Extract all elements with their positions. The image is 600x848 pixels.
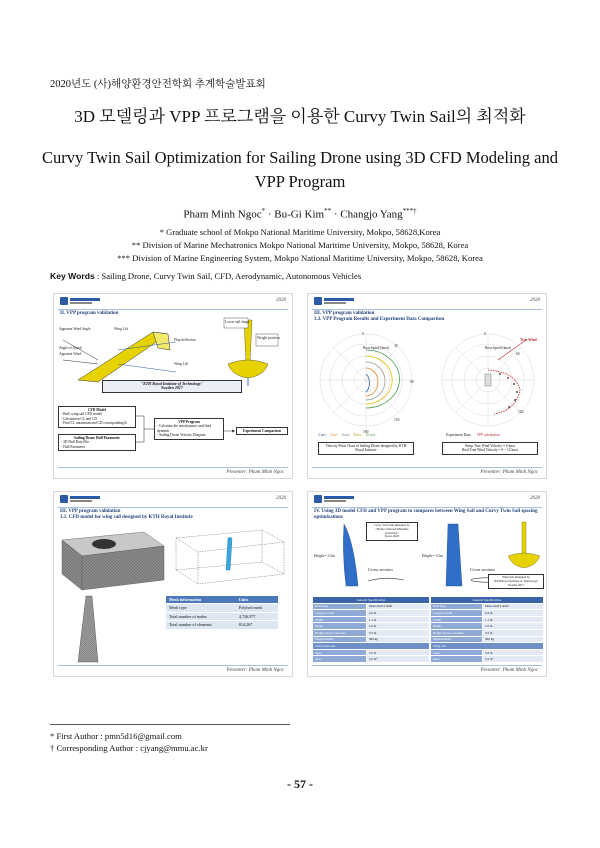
- wing-sail-caption: [488, 574, 544, 589]
- university-logo: [60, 495, 102, 503]
- arrow-right-icon: [224, 428, 236, 434]
- legend-8ms: 8 m/s: [353, 433, 362, 437]
- table-row: [431, 649, 544, 656]
- table-row: [431, 623, 544, 630]
- spec-key: Area: [313, 656, 367, 663]
- keywords: [50, 271, 361, 281]
- table-row: [431, 656, 544, 663]
- table-row: [431, 610, 544, 617]
- polar-chart-right: [438, 330, 538, 430]
- spec-key: Height above waterline: [313, 629, 367, 636]
- wing-sail-caption-2: "KTH Royal Institute of Technology": [493, 578, 539, 583]
- keywords-text: : Sailing Drone, Curvy Twin Sail, CFD, Aerodynamic, Autonomous Vehicles: [94, 271, 362, 281]
- slide-title: IV. Using 3D model CFD and VPP program to compares between Wing Sail and Curvy Twin Sail spacing optimizations: [314, 509, 538, 520]
- spec-key: Span: [313, 649, 367, 656]
- flow-connector: [136, 406, 154, 452]
- mesh-cell: Polyhed mesh: [236, 604, 278, 613]
- affiliation-1: * Graduate school of Mokpo National Maritime University, Mokpo, 58628,Korea: [159, 227, 441, 237]
- spec-key: Hull Type: [431, 603, 483, 610]
- cfd-model-line-1: - Built wing sail CFD model: [61, 412, 103, 417]
- spec-table-head: General Specification: [313, 597, 430, 604]
- legend-10ms: 10 m/s: [365, 433, 376, 437]
- mesh-cell: 4,726,977: [236, 612, 278, 621]
- table-row: [166, 612, 278, 621]
- wing-sail-caption-3: Sweden 2017: [507, 582, 525, 587]
- spec-key: Span: [431, 649, 483, 656]
- table-row: [166, 604, 278, 613]
- mesh-table-head-2: Units: [236, 596, 278, 604]
- kth-caption-line-2: Sweden 2017: [161, 385, 183, 391]
- spec-value: Mono hull 2 shaft: [482, 603, 543, 610]
- spec-value: 3.5 m: [366, 629, 429, 636]
- title-korean: 3D 모델링과 VPP 프로그램을 이용한 Curvy Twin Sail의 최적화: [74, 107, 526, 126]
- spec-value: 1.1 m: [482, 616, 543, 623]
- slide-year: 2020: [276, 298, 286, 303]
- polar-right-angle-0: 0: [484, 332, 486, 336]
- spec-key: Displacement: [313, 636, 367, 643]
- slide-presenter: Presenter: Pham Minh Ngoc: [480, 668, 538, 673]
- kth-caption: [102, 380, 242, 393]
- university-logo: [60, 297, 102, 305]
- slide-vpp-results: [307, 293, 547, 479]
- vpp-program-title: VPP Program: [178, 420, 200, 424]
- note-right-line-1: Setup True Wind Velocity = 6 knot: [464, 444, 516, 448]
- polar-right-boat-speed: Boat Speed (knot): [485, 346, 512, 350]
- sailing-drone-render: [214, 316, 284, 388]
- spec-value: 3.5 m: [366, 649, 429, 656]
- slide-presenter: Presenter: Pham Minh Ngoc: [226, 668, 284, 673]
- author-1: Pham Minh Ngoc: [183, 208, 262, 221]
- footnote-rule: [50, 724, 290, 725]
- cfd-model-line-3: - Find CL maximum and CD corresponding/k: [61, 421, 127, 426]
- table-row: [313, 649, 430, 656]
- hull-parameter-title: Sailing Drone Hull Parameter: [74, 436, 120, 440]
- spec-table-subhead: Wing sail: [431, 643, 544, 650]
- slide-presenter: Presenter: Pham Minh Ngoc: [226, 470, 284, 475]
- note-left-line-2: Royal Institute: [355, 448, 377, 453]
- slide-header: [308, 294, 546, 308]
- slide-subtitle: 3.3. VPP Program Results and Experiment Data Comparison: [314, 317, 445, 322]
- slide-cfd-model: [53, 491, 293, 677]
- vpp-program-line-1: - Calculate the aerodynamic and fluid dynamic: [157, 424, 212, 433]
- spec-value: 3.2 m²: [482, 656, 543, 663]
- slide-year: 2020: [530, 298, 540, 303]
- spec-key: Length overall: [431, 610, 483, 617]
- slide-vpp-validation: [53, 293, 293, 479]
- cross-section-left: Cross section: [368, 567, 393, 572]
- polar-left-angle-30: 30: [394, 344, 398, 348]
- slide-title: II. VPP program validation: [60, 311, 119, 316]
- slide-subtitle: 3.1. CFD model for wing sail designed by KTH Royal Institute: [60, 515, 193, 520]
- slide-year: 2020: [530, 496, 540, 501]
- author-list: [0, 207, 600, 221]
- table-row: [313, 603, 430, 610]
- note-right-line-2: Real True Wind Velocity = 8 ~ 12 knot: [462, 448, 518, 453]
- slide-header: [54, 492, 292, 506]
- mesh-info-table: [166, 596, 278, 629]
- mesh-cell: Total number of nodes: [166, 612, 236, 621]
- mesh-block-render: [58, 526, 168, 592]
- university-logo: [314, 495, 356, 503]
- table-row: [313, 636, 430, 643]
- wing-sail-caption-1: Wing Sail Designed by: [502, 575, 530, 579]
- note-left-line-1: Velocity Polar Chart of Sailing Drone designed by KTH: [325, 444, 407, 448]
- spec-key: Hull Type: [313, 603, 367, 610]
- cfd-domain-render: [170, 526, 290, 592]
- spec-value: 4.2 m: [366, 610, 429, 617]
- slide-header: [54, 294, 292, 308]
- curvy-twin-sail-shape: [338, 522, 368, 588]
- kth-caption-line-1: "KTH Royal Institute of Technology": [140, 381, 204, 386]
- legend-6ms: 6 m/s: [341, 433, 350, 437]
- polar-left-legend: [318, 433, 375, 437]
- spec-table-head: General Specification: [431, 597, 544, 604]
- curvy-sail-caption-1: Curvy Twin Sail Designed by: [374, 523, 410, 527]
- spec-value: 1.0 m: [366, 623, 429, 630]
- slide-title: [60, 509, 193, 521]
- sail-mesh-render: [68, 594, 108, 664]
- curvy-sail-caption: [366, 522, 418, 541]
- slide-year: 2020: [276, 496, 286, 501]
- spec-key: Depth: [313, 623, 367, 630]
- spec-key: Displacement: [431, 636, 483, 643]
- polar-chart-left: [316, 330, 416, 430]
- spec-table-subhead: Curvy twin sail: [313, 643, 430, 650]
- mesh-cell: Mesh type: [166, 604, 236, 613]
- label-wing-lift-1: Wing Lift: [114, 327, 129, 331]
- spec-value: 3.2 m²: [366, 656, 429, 663]
- conference-name: 2020년도 (사)해양환경안전학회 추계학술발표회: [50, 79, 266, 90]
- spec-table-wing: [430, 596, 544, 663]
- table-row: [166, 621, 278, 629]
- mesh-cell: 814,267: [236, 621, 278, 629]
- label-flap-deflection: Flap deflection: [174, 338, 196, 342]
- polar-left-angle-0: 0: [362, 332, 364, 336]
- mesh-cell: Total number of elements: [166, 621, 236, 629]
- label-angle-of-attack: Angle of Attack: [59, 346, 82, 350]
- spec-value: 1.1 m: [366, 616, 429, 623]
- legend-experiment: Experiment Data: [446, 433, 471, 437]
- hull-parameter-box: [58, 434, 136, 451]
- cfd-model-box: [58, 406, 136, 428]
- author-sep-1: ·: [265, 208, 275, 221]
- author-sep-2: ·: [331, 208, 341, 221]
- height-label-right: Height = 3.5m: [422, 554, 443, 558]
- cross-section-right: Cross section: [470, 567, 495, 572]
- height-label-left: Height = 3.5m: [314, 554, 335, 558]
- slide-sail-comparison: [307, 491, 547, 677]
- experiment-comparison-box: Experiment Comparison: [236, 427, 288, 435]
- spec-table-curvy: [312, 596, 430, 663]
- table-row: [313, 629, 430, 636]
- footnote-corresponding-author: † Corresponding Author : cjyang@mmu.ac.kr: [50, 743, 208, 753]
- spec-key: Area: [431, 656, 483, 663]
- hull-parameter-line-2: - Hull Parameter: [61, 444, 85, 449]
- footnote-first-author: * First Author : pmn5d16@gmail.com: [50, 731, 182, 741]
- page-number: - 57 -: [287, 777, 313, 791]
- polar-left-boat-speed: Boat Speed (knot): [363, 346, 390, 350]
- table-row: [313, 610, 430, 617]
- table-row: [313, 656, 430, 663]
- cfd-model-title: CFD Model: [87, 408, 107, 412]
- polar-right-legend: [446, 433, 500, 437]
- polar-left-angle-150: 150: [394, 418, 400, 422]
- slide-header: [308, 492, 546, 506]
- vpp-program-line-2: - Sailing Drone Velocity Diagram: [157, 433, 206, 438]
- spec-value: 3.5 m: [482, 649, 543, 656]
- spec-key: Depth: [431, 623, 483, 630]
- spec-key: Height above waterline: [431, 629, 483, 636]
- hull-parameter-line-1: - 3D Hull Data File: [61, 440, 89, 445]
- vpp-program-box: [154, 418, 224, 440]
- true-wind-label: True Wind: [520, 338, 537, 342]
- label-wing-lift-2: Wing Lift: [174, 362, 189, 366]
- spec-value: 1.0 m: [482, 623, 543, 630]
- label-lower-sail-shape: Lower sail shape: [225, 320, 250, 324]
- curvy-sail-caption-3: Korea 2020: [384, 534, 400, 539]
- spec-value: Mono hull 2 shaft: [366, 603, 429, 610]
- legend-vpp: VPP calculation: [476, 433, 500, 437]
- polar-left-angle-180: 180: [363, 430, 369, 434]
- drone-render: [504, 520, 544, 574]
- curvy-sail-caption-2: "Mokpo National Maritime University": [375, 526, 409, 535]
- label-weight-position: Weight position: [257, 336, 280, 340]
- table-row: [431, 603, 544, 610]
- table-row: [431, 629, 544, 636]
- keywords-label: Key Words: [50, 271, 95, 281]
- university-logo: [314, 297, 356, 305]
- slide-title: [314, 311, 444, 323]
- spec-value: 300 kg: [482, 636, 543, 643]
- author-2: Bu-Gi Kim: [274, 208, 325, 221]
- legend-4ms: 4 m/s: [329, 433, 338, 437]
- author-3-mark: ***†: [402, 207, 417, 215]
- affiliation-3: *** Division of Marine Engineering System, Mokpo National Maritime University, Mokpo, 58628, Korea: [117, 253, 483, 263]
- cfd-model-line-2: - Calculation CL and CD: [61, 416, 97, 421]
- spec-value: 4.2 m: [482, 610, 543, 617]
- note-right: [442, 442, 538, 455]
- legend-2ms: 2 m/s: [318, 433, 326, 437]
- label-apparent-wind: Apparent Wind: [59, 352, 82, 356]
- mesh-table-head-1: Mesh information: [166, 596, 236, 604]
- slide-title-main: III. VPP program validation: [314, 311, 375, 316]
- spec-value: 3.5 m: [482, 629, 543, 636]
- table-row: [313, 616, 430, 623]
- slide-presenter: Presenter: Pham Minh Ngoc: [480, 470, 538, 475]
- cross-section-left-shape: [366, 576, 406, 584]
- spec-key: Width: [313, 616, 367, 623]
- slide-title-main: III. VPP program validation: [60, 509, 121, 514]
- author-1-mark: *: [261, 207, 266, 215]
- polar-right-angle-60: 60: [516, 352, 520, 356]
- author-2-mark: **: [324, 207, 332, 215]
- table-row: [431, 616, 544, 623]
- table-row: [431, 636, 544, 643]
- polar-right-angle-120: 120: [518, 410, 524, 414]
- polar-left-angle-90: 90: [410, 380, 414, 384]
- author-3: Changjo Yang: [340, 208, 403, 221]
- label-apparent-wind-angle: Apparent Wind Angle: [59, 327, 91, 331]
- table-row: [313, 623, 430, 630]
- note-left: [318, 442, 414, 455]
- spec-value: 300 kg: [366, 636, 429, 643]
- title-english: Curvy Twin Sail Optimization for Sailing Drone using 3D CFD Modeling and VPP Program: [42, 148, 558, 191]
- spec-key: Width: [431, 616, 483, 623]
- wing-sail-shape: [440, 522, 470, 588]
- spec-key: Length overall: [313, 610, 367, 617]
- affiliation-2: ** Division of Marine Mechatronics Mokpo National Maritime University, Mokpo, 58628, Korea: [131, 240, 469, 250]
